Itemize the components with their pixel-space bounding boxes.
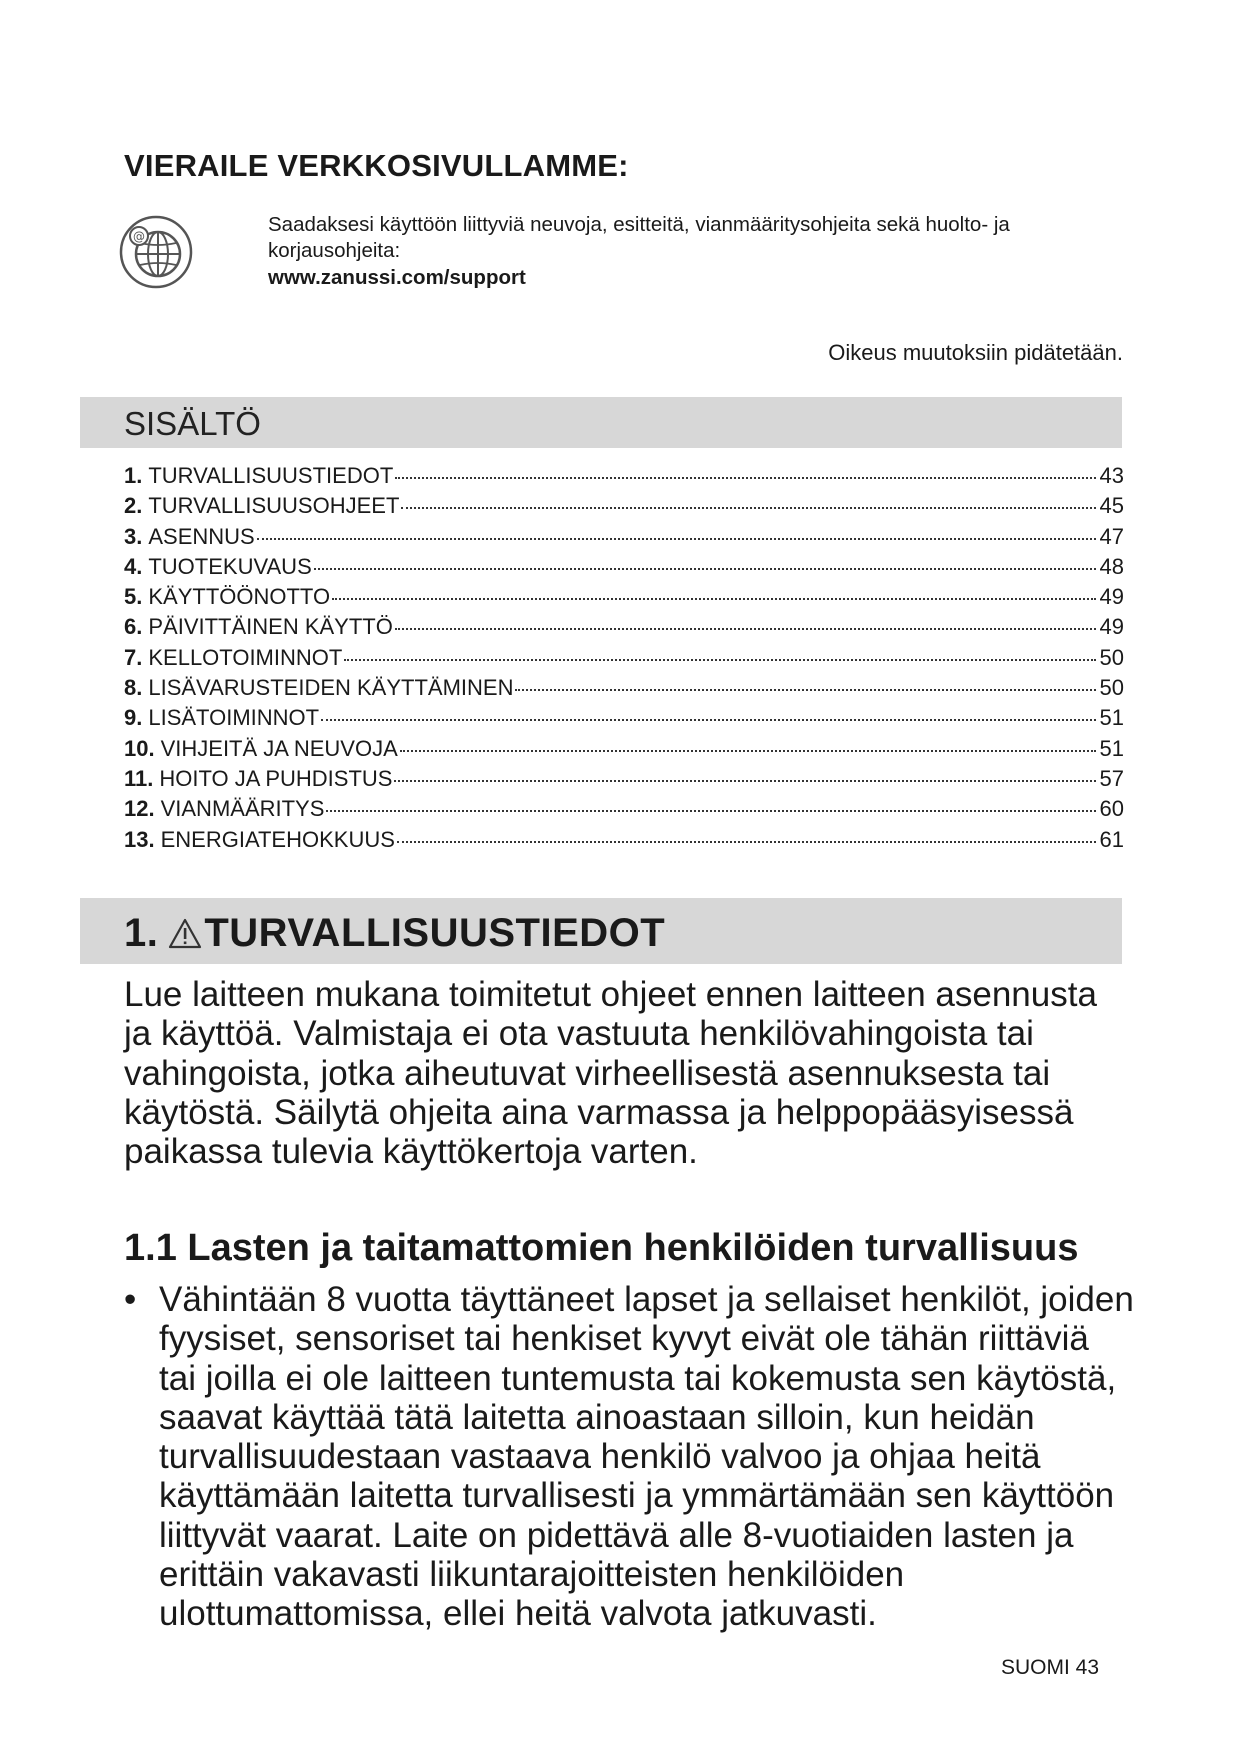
toc-item-label: HOITO JA PUHDISTUS (159, 765, 393, 791)
warning-triangle-icon (168, 918, 202, 949)
toc-row[interactable] (124, 796, 1124, 826)
toc-item-number: 3. (124, 523, 143, 549)
section-number: 1. (124, 911, 159, 955)
toc-leader-dots (321, 719, 1096, 721)
toc-item-label: TUOTEKUVAUS (148, 553, 312, 579)
toc-item-number: 6. (124, 614, 143, 640)
section-title-text: TURVALLISUUSTIEDOT (204, 911, 666, 955)
toc-item-label: PÄIVITTÄINEN KÄYTTÖ (148, 614, 393, 640)
list-item (124, 1280, 1134, 1634)
toc-leader-dots (394, 780, 1096, 782)
table-of-contents (124, 463, 1124, 857)
toc-title: SISÄLTÖ (124, 405, 261, 442)
toc-item-label: KELLOTOIMINNOT (148, 644, 343, 670)
toc-row[interactable] (124, 584, 1124, 614)
footer-page-number: 43 (1075, 1656, 1099, 1679)
intro-paragraph: Lue laitteen mukana toimitetut ohjeet ennen laitteen asennusta ja käyttöä. Valmistaja ei ota vastuuta henkilövahingoista tai vahingoista, jotka aiheutuvat virheellisestä asennuksesta tai käytöstä. Säilytä ohjeita aina varmassa ja helppopääsyisessä paikassa tulevia käyttökertoja varten. (124, 975, 1097, 1172)
bullet-text: Vähintään 8 vuotta täyttäneet lapset ja sellaiset henkilöt, joiden fyysiset, sensoriset tai henkiset kyvyt eivät ole tähän riittäviä tai joilla ei ole laitteen tuntemusta tai kokemusta sen käytöstä, saavat käyttää tätä laitetta ainoastaan silloin, kun heidän turvallisuudestaan vastaava henkilö valvoo ja ohjaa heitä käyttämään laitetta turvallisesti ja ymmärtämään sen käyttöön liittyvät vaarat. Laite on pidettävä alle 8-vuotiaiden lasten ja erittäin vakavasti liikuntarajoitteisten henkilöiden ulottumattomissa, ellei heitä valvota jatkuvasti. (159, 1280, 1134, 1634)
toc-item-number: 10. (124, 735, 155, 761)
toc-leader-dots (314, 568, 1096, 570)
toc-leader-dots (395, 628, 1096, 630)
subsection-heading: 1.1 Lasten ja taitamattomien henkilöiden turvallisuus (124, 1227, 1079, 1269)
toc-item-number: 8. (124, 675, 143, 701)
toc-row[interactable] (124, 645, 1124, 675)
globe-at-icon (118, 214, 194, 290)
toc-leader-dots (400, 750, 1096, 752)
toc-leader-dots (257, 538, 1096, 540)
toc-item-page: 50 (1099, 644, 1124, 670)
rights-notice: Oikeus muutoksiin pidätetään. (828, 340, 1123, 365)
toc-item-page: 43 (1099, 463, 1124, 488)
support-link[interactable]: www.zanussi.com/support (268, 266, 526, 289)
toc-item-label: KÄYTTÖÖNOTTO (148, 584, 331, 610)
visit-heading: VIERAILE VERKKOSIVULLAMME: (124, 148, 629, 183)
page-footer (1001, 1656, 1099, 1680)
toc-item-label: VIANMÄÄRITYS (160, 796, 325, 822)
toc-row[interactable] (124, 554, 1124, 584)
toc-item-label: ASENNUS (148, 523, 255, 549)
toc-item-label: VIHJEITÄ JA NEUVOJA (160, 735, 398, 761)
visit-description (268, 212, 1118, 291)
toc-leader-dots (332, 598, 1096, 600)
toc-item-number: 13. (124, 826, 155, 852)
toc-leader-dots (395, 477, 1096, 479)
toc-row[interactable] (124, 614, 1124, 644)
toc-leader-dots (344, 659, 1096, 661)
toc-item-page: 60 (1099, 796, 1124, 822)
toc-item-number: 9. (124, 705, 143, 731)
toc-item-label: TURVALLISUUSTIEDOT (148, 463, 394, 488)
toc-leader-dots (397, 841, 1096, 843)
toc-row[interactable] (124, 736, 1124, 766)
toc-item-page: 51 (1099, 705, 1124, 731)
toc-row[interactable] (124, 493, 1124, 523)
bullet-mark: • (124, 1280, 137, 1319)
toc-item-number: 11. (124, 765, 154, 791)
toc-item-page: 57 (1099, 765, 1124, 791)
toc-item-number: 5. (124, 584, 143, 610)
toc-leader-dots (401, 507, 1096, 509)
toc-item-label: ENERGIATEHOKKUUS (160, 826, 395, 852)
toc-row[interactable] (124, 524, 1124, 554)
toc-leader-dots (515, 689, 1096, 691)
toc-item-page: 50 (1099, 675, 1124, 701)
toc-row[interactable] (124, 463, 1124, 493)
toc-item-number: 4. (124, 553, 143, 579)
toc-item-number: 7. (124, 644, 143, 670)
toc-row[interactable] (124, 827, 1124, 857)
toc-item-label: TURVALLISUUSOHJEET (148, 493, 400, 519)
toc-leader-dots (326, 810, 1096, 812)
svg-text:@: @ (133, 229, 145, 244)
toc-item-number: 12. (124, 796, 155, 822)
visit-description-text: Saadaksesi käyttöön liittyviä neuvoja, esitteitä, vianmääritysohjeita sekä huolto- ja korjausohjeita: (268, 213, 1010, 262)
toc-item-page: 51 (1099, 735, 1124, 761)
toc-item-label: LISÄVARUSTEIDEN KÄYTTÄMINEN (148, 675, 514, 701)
toc-item-page: 47 (1099, 523, 1124, 549)
toc-row[interactable] (124, 705, 1124, 735)
section-title (124, 911, 665, 956)
toc-item-page: 49 (1099, 614, 1124, 640)
toc-row[interactable] (124, 675, 1124, 705)
toc-item-number: 1. (124, 463, 143, 488)
toc-row[interactable] (124, 766, 1124, 796)
toc-item-label: LISÄTOIMINNOT (148, 705, 320, 731)
toc-item-page: 45 (1099, 493, 1124, 519)
toc-item-page: 61 (1099, 826, 1124, 852)
toc-item-page: 48 (1099, 553, 1124, 579)
toc-item-number: 2. (124, 493, 143, 519)
toc-item-page: 49 (1099, 584, 1124, 610)
footer-language: SUOMI (1000, 1656, 1070, 1679)
